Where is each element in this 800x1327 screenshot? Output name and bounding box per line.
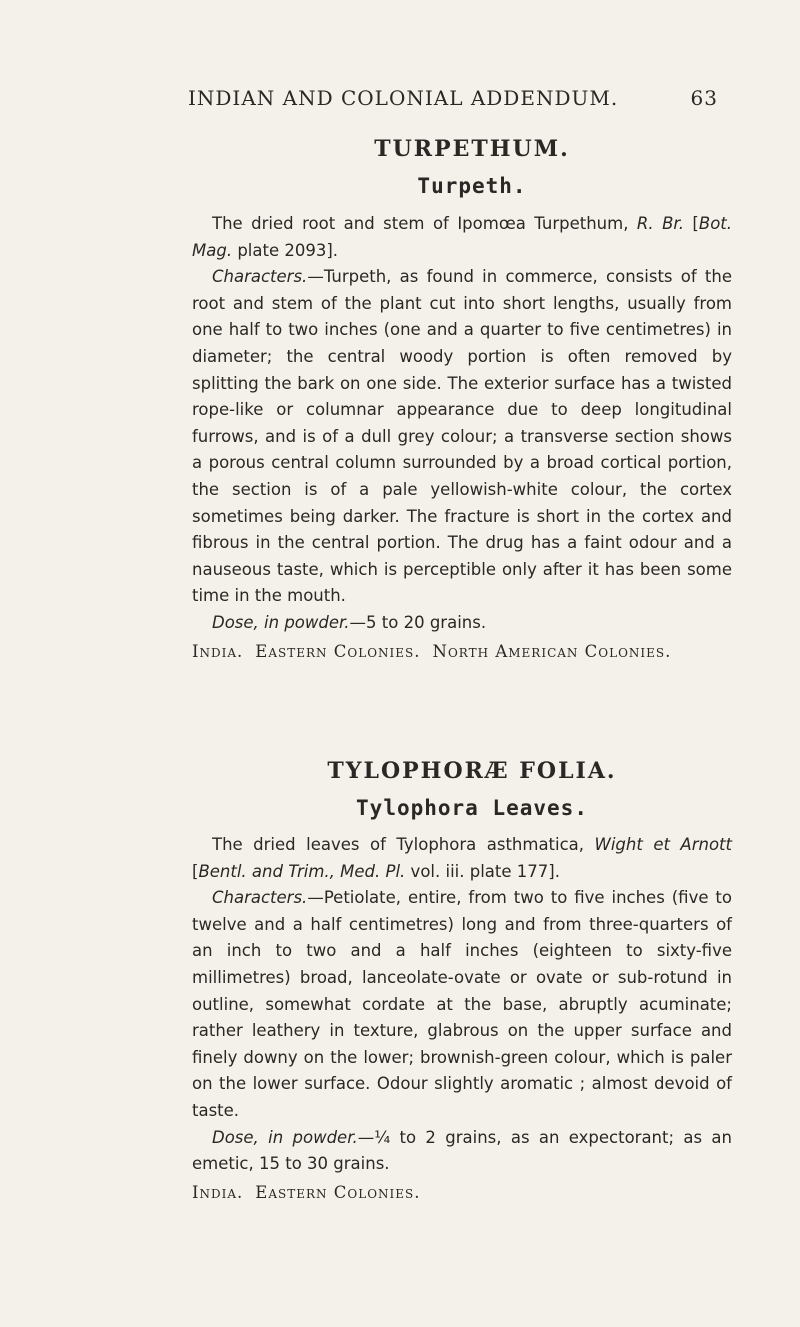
entry-tylophora-body [192, 832, 732, 1206]
running-head [188, 86, 718, 110]
dose-label: Dose, in powder. [212, 1127, 358, 1147]
characters-paragraph: Characters.—Petiolate, entire, from two to five inches (five to twelve and a half centimetres) long and from three-quarters of an inch to two and a half inches (eighteen to sixty-five millimetres) broad, lanceolate-ovate or ovate or sub-rotund in outline, somewhat cordate at the base, abruptly acuminate; rather leathery in texture, glabrous on the upper surface and finely downy on the lower; brownish-green colour, which is paler on the lower surface. Odour slightly aromatic ; almost devoid of taste. [192, 888, 732, 1120]
entry-tylophora [212, 758, 732, 820]
botanical-author: Wight et Arnott [594, 835, 732, 854]
region: North American Colonies. [432, 641, 672, 661]
regions-list [192, 639, 732, 666]
characters-paragraph: Characters.—Turpeth, as found in commerce, consists of the root and stem of the plant cut into short lengths, usually from one half to two inches (one and a quarter to five centimetres) in diameter; the central woody portion is often removed by splitting the bark on one side. The exterior surface has a twisted rope-like or columnar appearance due to deep longitudinal furrows, and is of a dull grey colour; a transverse section shows a porous central column surrounded by a broad cortical portion, the section is of a pale yellowish-white colour, the cortex sometimes being darker. The fracture is short in the cortex and fibrous in the central portion. The drug has a faint odour and a nauseous taste, which is perceptible only after it has been some time in the mouth. [192, 267, 732, 606]
running-title: INDIAN AND COLONIAL ADDENDUM. [188, 86, 619, 110]
entry-subtitle: Turpeth. [417, 174, 527, 198]
source-paragraph: The dried root and stem of Ipomœa Turpethum, R. Br. [Bot. Mag. plate 2093]. [192, 214, 733, 260]
source-paragraph: The dried leaves of Tylophora asthmatica, Wight et Arnott [Bentl. and Trim., Med. Pl. vol. iii. plate 177]. [192, 835, 732, 881]
entry-turpethum-body [192, 211, 732, 665]
entry-turpethum [212, 136, 732, 198]
botanical-author: R. Br. [636, 214, 684, 233]
region: Eastern Colonies. [255, 1182, 421, 1202]
entry-subtitle: Tylophora Leaves. [356, 796, 588, 820]
region: Eastern Colonies. [255, 641, 421, 661]
entry-title: TURPETHUM. [374, 136, 570, 162]
entry-title: TYLOPHORÆ FOLIA. [327, 758, 617, 784]
region: India. [192, 641, 244, 661]
dose-paragraph: Dose, in powder.—5 to 20 grains. [212, 612, 487, 632]
characters-label: Characters. [212, 267, 308, 287]
reference: Bot. Mag. [192, 214, 733, 260]
dose-paragraph: Dose, in powder.—¼ to 2 grains, as an expectorant; as an emetic, 15 to 30 grains. [192, 1127, 732, 1174]
reference: Bentl. and Trim., Med. Pl. [198, 861, 406, 881]
page-number: 63 [690, 86, 718, 110]
region: India. [192, 1182, 244, 1202]
dose-label: Dose, in powder. [212, 612, 350, 632]
regions-list [192, 1180, 732, 1207]
characters-label: Characters. [212, 888, 308, 908]
